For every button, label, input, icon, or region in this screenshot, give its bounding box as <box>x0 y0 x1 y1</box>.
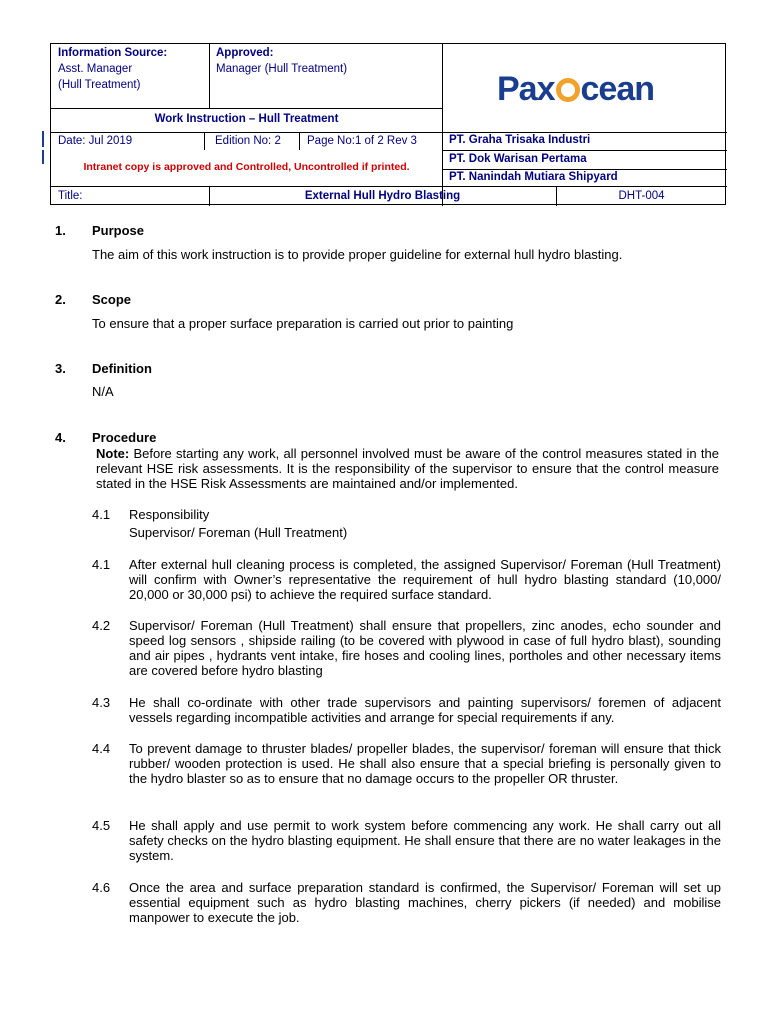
step-text: Supervisor/ Foreman (Hull Treatment) shall ensure that propellers, zinc anodes, echo sounder and speed log sensors , shipside railing (to be covered with plywood in case of full hydro blast), sounding and air pipes , hydrants vent intake, fire hoses and cooling lines, portholes and other necessary items are covered before hydro blasting <box>129 618 721 678</box>
section-number: 1. <box>55 223 66 238</box>
logo-o-icon <box>556 78 580 102</box>
page-number-cell: Page No:1 of 2 Rev 3 <box>307 135 417 147</box>
purpose-text: The aim of this work instruction is to provide proper guideline for external hull hydro blasting. <box>92 247 623 262</box>
step-text: After external hull cleaning process is completed, the assigned Supervisor/ Foreman (Hull Treatment) will confirm with Owner’s representative the requirement of hull hydro blasting standard (10,000/ 20,000 or 30,000 psi) to achieve the required surface standard. <box>129 557 721 602</box>
info-source-cell <box>58 45 208 93</box>
intranet-note: Intranet copy is approved and Controlled, Uncontrolled if printed. <box>83 161 410 173</box>
edition-cell: Edition No: 2 <box>215 135 281 147</box>
subsection-number: 4.1 <box>92 507 111 522</box>
definition-text: N/A <box>92 384 114 399</box>
procedure-note <box>96 446 719 491</box>
approved-label: Approved: <box>216 47 274 59</box>
company-3: PT. Nanindah Mutiara Shipyard <box>449 171 618 183</box>
company-2: PT. Dok Warisan Pertama <box>449 153 587 165</box>
info-source-line2: (Hull Treatment) <box>58 79 141 91</box>
title-value: External Hull Hydro Blasting <box>304 190 461 202</box>
step-number: 4.2 <box>92 618 111 633</box>
revision-mark <box>42 150 44 164</box>
scope-text: To ensure that a proper surface preparation is carried out prior to painting <box>92 316 514 331</box>
step-number: 4.1 <box>92 557 111 572</box>
step-text: To prevent damage to thruster blades/ propeller blades, the supervisor/ foreman will ensure that thick rubber/ wooden protection is used. He shall also ensure that a special briefing is personally given to the hydro blaster so as to ensure that no damage occurs to the propeller OR thruster. <box>129 741 721 786</box>
step-number: 4.4 <box>92 741 111 756</box>
responsibility-text: Supervisor/ Foreman (Hull Treatment) <box>129 525 348 540</box>
step-text: He shall apply and use permit to work system before commencing any work. He shall carry out all safety checks on the hydro blasting equipment. He shall ensure that there are no water leakages in the system. <box>129 818 721 863</box>
section-title-definition: Definition <box>92 361 152 376</box>
approved-cell <box>216 45 436 77</box>
step-number: 4.6 <box>92 880 111 895</box>
section-number: 3. <box>55 361 66 376</box>
note-label: Note: <box>96 446 130 461</box>
step-number: 4.5 <box>92 818 111 833</box>
paxocean-logo: Pax cean <box>497 70 654 108</box>
responsibility-title: Responsibility <box>129 507 210 522</box>
document-code: DHT-004 <box>618 190 665 202</box>
note-text: Before starting any work, all personnel involved must be aware of the control measures stated in the relevant HSE risk assessments. It is the responsibility of the supervisor to ensure that the control measure stated in the HSE Risk Assessments are maintained and/or implemented. <box>96 446 719 491</box>
work-instruction-title: Work Instruction – Hull Treatment <box>154 113 339 125</box>
info-source-label: Information Source: <box>58 47 168 59</box>
date-cell: Date: Jul 2019 <box>58 135 133 147</box>
info-source-line1: Asst. Manager <box>58 63 133 75</box>
title-label: Title: <box>58 190 83 202</box>
step-text: He shall co-ordinate with other trade supervisors and painting supervisors/ foremen of adjacent vessels regarding incompatible activities and arrange for special requirements if any. <box>129 695 721 725</box>
approved-value: Manager (Hull Treatment) <box>216 63 348 75</box>
step-number: 4.3 <box>92 695 111 710</box>
document-header-table <box>50 43 726 205</box>
section-title-scope: Scope <box>92 292 132 307</box>
revision-mark <box>42 131 44 147</box>
section-number: 2. <box>55 292 66 307</box>
section-number: 4. <box>55 430 66 445</box>
step-text: Once the area and surface preparation standard is confirmed, the Supervisor/ Foreman will set up essential equipment such as hydro blasting machines, cherry pickers (if needed) and mobilise manpower to execute the job. <box>129 880 721 925</box>
section-title-purpose: Purpose <box>92 223 145 238</box>
company-1: PT. Graha Trisaka Industri <box>449 134 591 146</box>
section-title-procedure: Procedure <box>92 430 157 445</box>
